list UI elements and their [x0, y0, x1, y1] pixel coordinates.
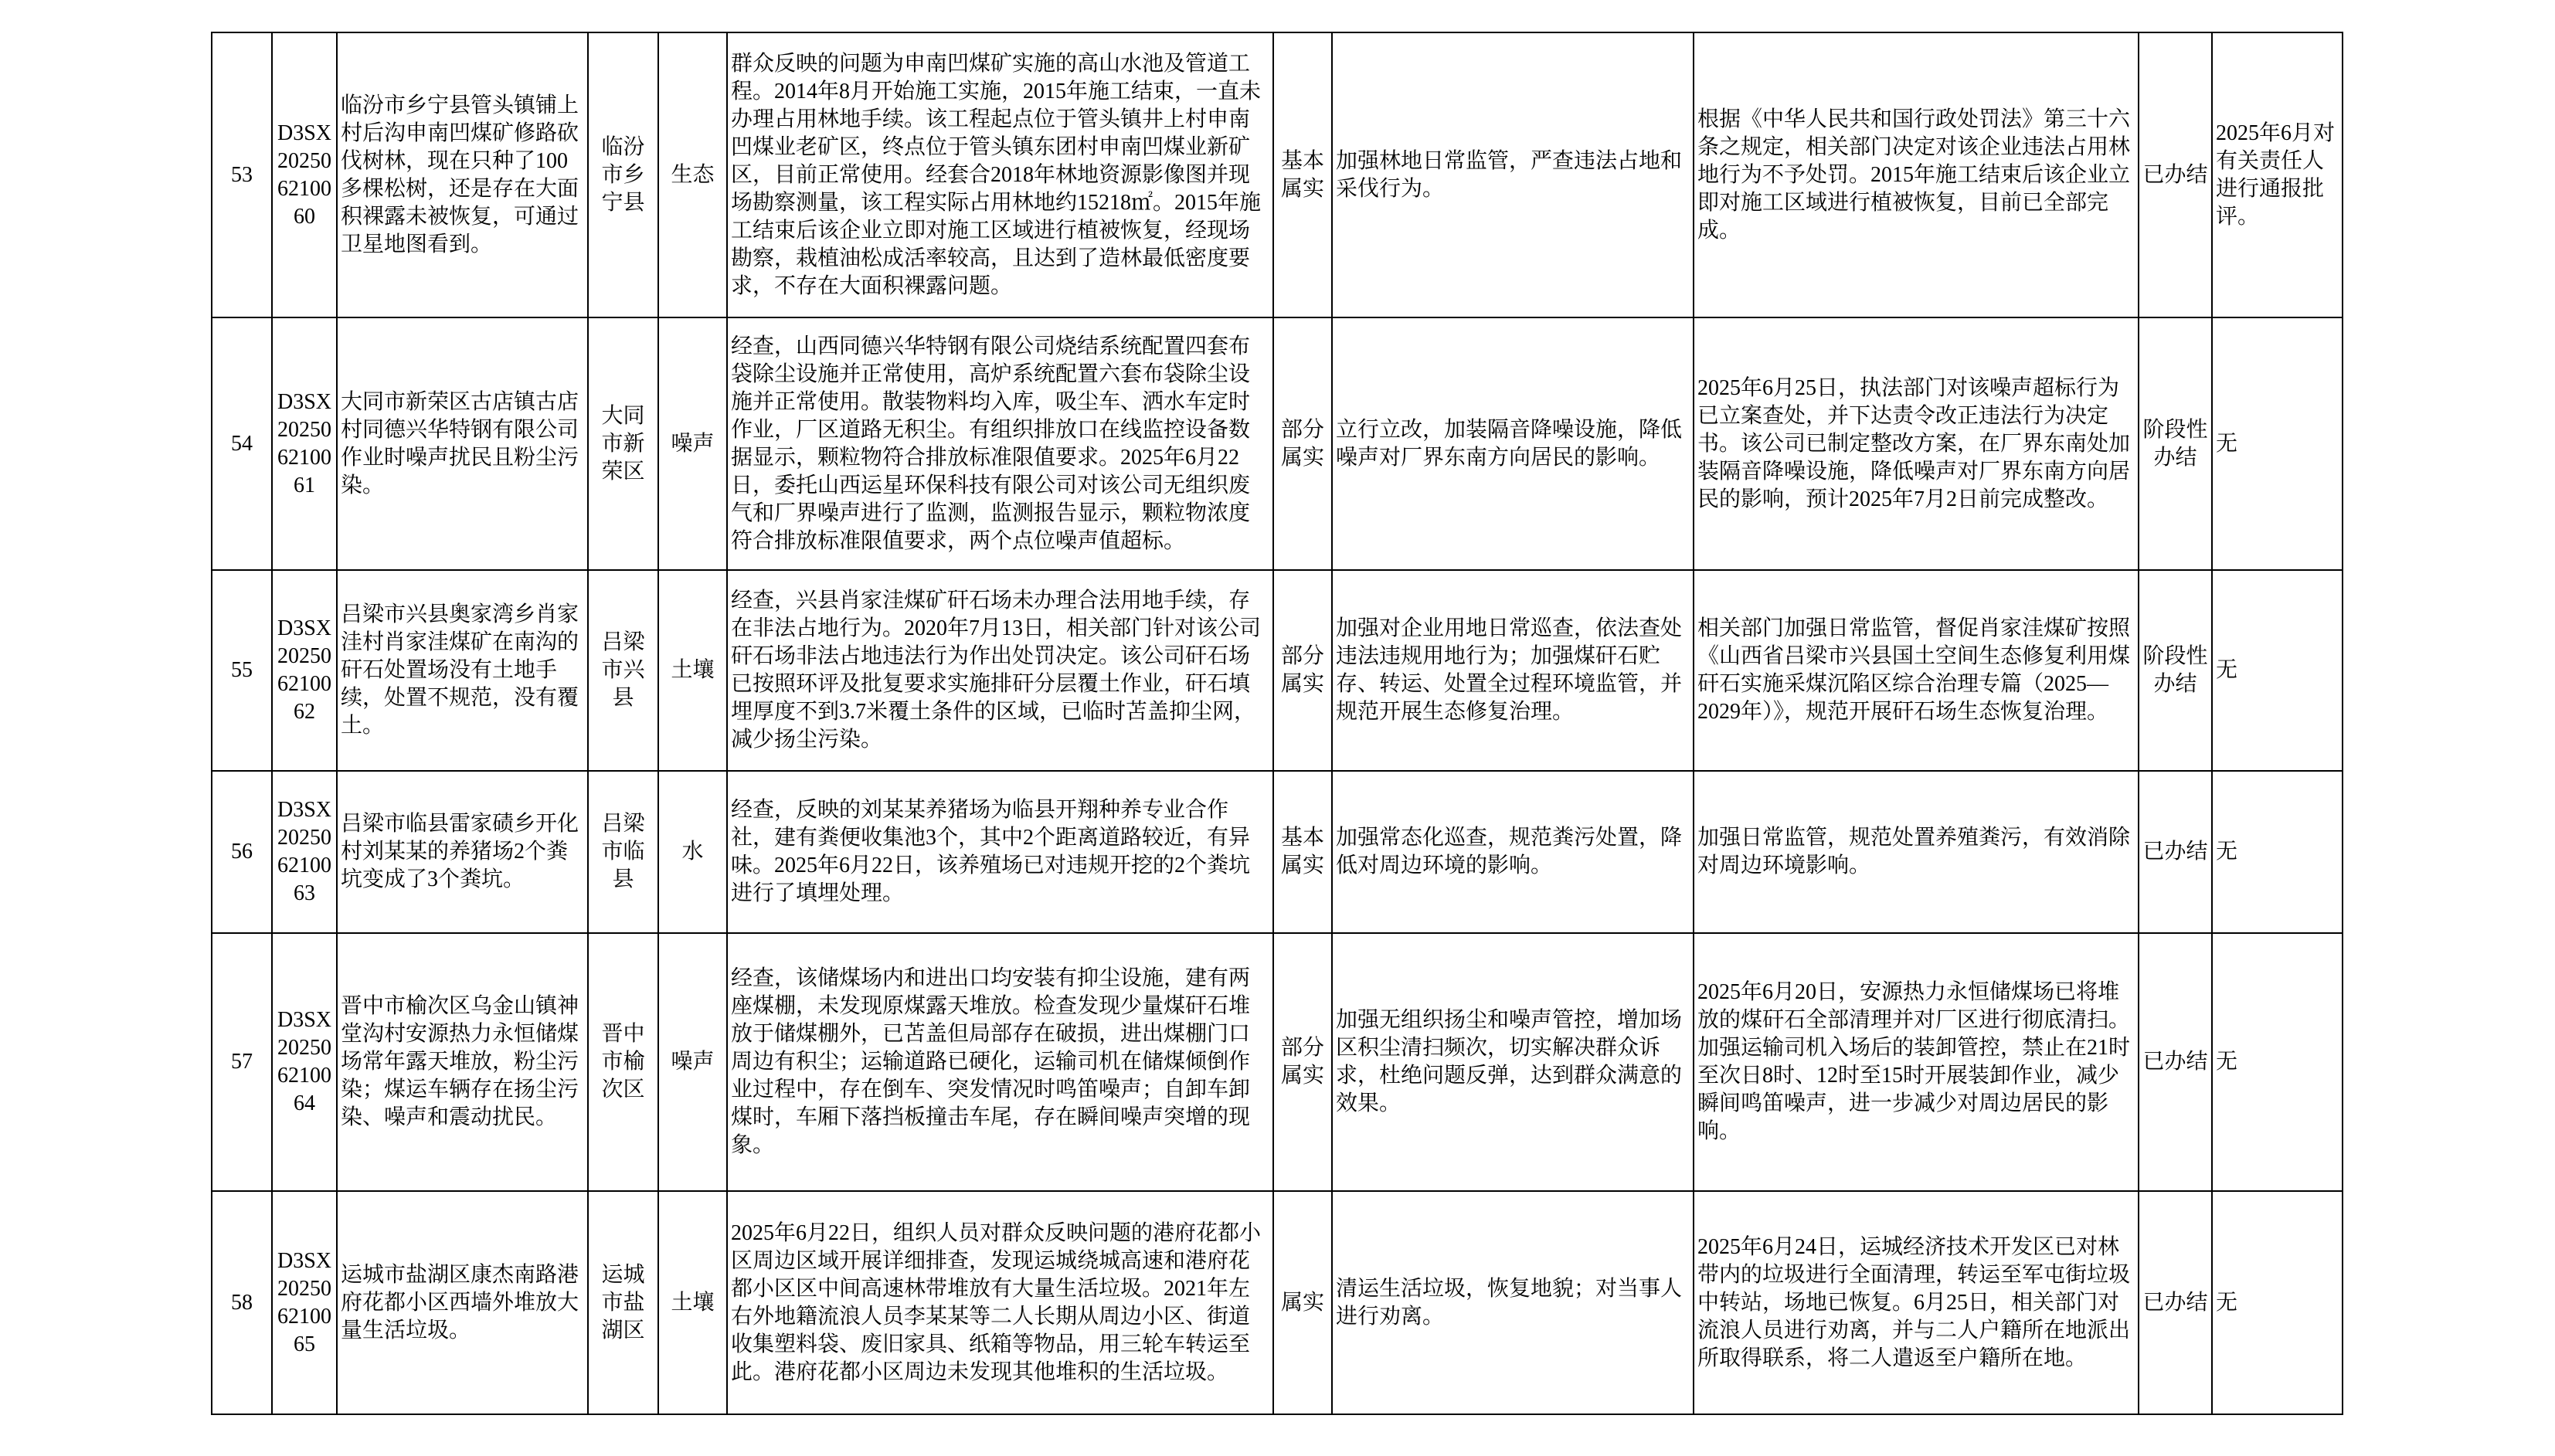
- case-id: D3SX202506210065: [273, 1192, 338, 1415]
- complaint-text: 吕梁市临县雷家碛乡开化村刘某某的养猪场2个粪坑变成了3个粪坑。: [338, 772, 589, 934]
- row-number: 55: [212, 571, 273, 772]
- location: 大同市新荣区: [589, 318, 659, 571]
- rectification-measure: 加强林地日常监管，严查违法占地和采伐行为。: [1333, 33, 1694, 318]
- handling-result: 2025年6月20日，安源热力永恒储煤场已将堆放的煤矸石全部清理并对厂区进行彻底清扫。加强运输司机入场后的装卸管控，禁止在21时至次日8时、12时至15时开展装卸作业，减少瞬间鸣笛噪声，进一步减少对周边居民的影响。: [1694, 934, 2139, 1192]
- handling-result: 加强日常监管，规范处置养殖粪污，有效消除对周边环境影响。: [1694, 772, 2139, 934]
- row-number: 53: [212, 33, 273, 318]
- pollution-type: 生态: [659, 33, 728, 318]
- completion-status: 已办结: [2139, 33, 2213, 318]
- investigation-result: 群众反映的问题为申南凹煤矿实施的高山水池及管道工程。2014年8月开始施工实施，2015年施工结束，一直未办理占用林地手续。该工程起点位于管头镇井上村申南凹煤业老矿区，终点位于管头镇东团村申南凹煤业新矿区，目前正常使用。经套合2018年林地资源影像图并现场勘察测量，该工程实际占用林地约15218㎡。2015年施工结束后该企业立即对施工区域进行植被恢复，经现场勘察，栽植油松成活率较高，且达到了造林最低密度要求，不存在大面积裸露问题。: [728, 33, 1274, 318]
- complaint-text: 大同市新荣区古店镇古店村同德兴华特钢有限公司作业时噪声扰民且粉尘污染。: [338, 318, 589, 571]
- accountability: 无: [2213, 1192, 2343, 1415]
- completion-status: 已办结: [2139, 1192, 2213, 1415]
- investigation-result: 经查，该储煤场内和进出口均安装有抑尘设施，建有两座煤棚，未发现原煤露天堆放。检查发现少量煤矸石堆放于储煤棚外，已苫盖但局部存在破损，进出煤棚门口周边有积尘；运输道路已硬化，运输司机在储煤倾倒作业过程中，存在倒车、突发情况时鸣笛噪声；自卸车卸煤时，车厢下落挡板撞击车尾，存在瞬间噪声突增的现象。: [728, 934, 1274, 1192]
- verdict: 部分属实: [1274, 571, 1333, 772]
- verdict: 部分属实: [1274, 934, 1333, 1192]
- case-id: D3SX202506210064: [273, 934, 338, 1192]
- rectification-measure: 立行立改，加装隔音降噪设施，降低噪声对厂界东南方向居民的影响。: [1333, 318, 1694, 571]
- accountability: 无: [2213, 934, 2343, 1192]
- pollution-type: 土壤: [659, 571, 728, 772]
- pollution-type: 噪声: [659, 934, 728, 1192]
- complaint-text: 晋中市榆次区乌金山镇神堂沟村安源热力永恒储煤场常年露天堆放，粉尘污染；煤运车辆存在扬尘污染、噪声和震动扰民。: [338, 934, 589, 1192]
- completion-status: 已办结: [2139, 772, 2213, 934]
- rectification-measure: 加强无组织扬尘和噪声管控，增加场区积尘清扫频次，切实解决群众诉求，杜绝问题反弹，达到群众满意的效果。: [1333, 934, 1694, 1192]
- investigation-result: 经查，山西同德兴华特钢有限公司烧结系统配置四套布袋除尘设施并正常使用，高炉系统配置六套布袋除尘设施并正常使用。散装物料均入库，吸尘车、洒水车定时作业，厂区道路无积尘。有组织排放口在线监控设备数据显示，颗粒物符合排放标准限值要求。2025年6月22日，委托山西运星环保科技有限公司对该公司无组织废气和厂界噪声进行了监测，监测报告显示，颗粒物浓度符合排放标准限值要求，两个点位噪声值超标。: [728, 318, 1274, 571]
- case-table: [211, 32, 2343, 1415]
- completion-status: 阶段性办结: [2139, 571, 2213, 772]
- pollution-type: 土壤: [659, 1192, 728, 1415]
- completion-status: 已办结: [2139, 934, 2213, 1192]
- case-id: D3SX202506210062: [273, 571, 338, 772]
- row-number: 56: [212, 772, 273, 934]
- location: 吕梁市临县: [589, 772, 659, 934]
- rectification-measure: 清运生活垃圾，恢复地貌；对当事人进行劝离。: [1333, 1192, 1694, 1415]
- case-id: D3SX202506210063: [273, 772, 338, 934]
- complaint-text: 运城市盐湖区康杰南路港府花都小区西墙外堆放大量生活垃圾。: [338, 1192, 589, 1415]
- complaint-text: 吕梁市兴县奥家湾乡肖家洼村肖家洼煤矿在南沟的矸石处置场没有土地手续，处置不规范，没有覆土。: [338, 571, 589, 772]
- investigation-result: 经查，兴县肖家洼煤矿矸石场未办理合法用地手续，存在非法占地行为。2020年7月13日，相关部门针对该公司矸石场非法占地违法行为作出处罚决定。该公司矸石场已按照环评及批复要求实施排矸分层覆土作业，矸石填埋厚度不到3.7米覆土条件的区域，已临时苫盖抑尘网，减少扬尘污染。: [728, 571, 1274, 772]
- case-id: D3SX202506210060: [273, 33, 338, 318]
- pollution-type: 噪声: [659, 318, 728, 571]
- row-number: 58: [212, 1192, 273, 1415]
- handling-result: 根据《中华人民共和国行政处罚法》第三十六条之规定，相关部门决定对该企业违法占用林地行为不予处罚。2015年施工结束后该企业立即对施工区域进行植被恢复，目前已全部完成。: [1694, 33, 2139, 318]
- accountability: 无: [2213, 772, 2343, 934]
- rectification-measure: 加强对企业用地日常巡查，依法查处违法违规用地行为；加强煤矸石贮存、转运、处置全过程环境监管，并规范开展生态修复治理。: [1333, 571, 1694, 772]
- accountability: 2025年6月对有关责任人进行通报批评。: [2213, 33, 2343, 318]
- investigation-result: 2025年6月22日，组织人员对群众反映问题的港府花都小区周边区域开展详细排查，发现运城绕城高速和港府花都小区区中间高速林带堆放有大量生活垃圾。2021年左右外地籍流浪人员李某某等二人长期从周边小区、街道收集塑料袋、废旧家具、纸箱等物品，用三轮车转运至此。港府花都小区周边未发现其他堆积的生活垃圾。: [728, 1192, 1274, 1415]
- verdict: 基本属实: [1274, 772, 1333, 934]
- location: 吕梁市兴县: [589, 571, 659, 772]
- case-id: D3SX202506210061: [273, 318, 338, 571]
- row-number: 54: [212, 318, 273, 571]
- accountability: 无: [2213, 571, 2343, 772]
- completion-status: 阶段性办结: [2139, 318, 2213, 571]
- investigation-result: 经查，反映的刘某某养猪场为临县开翔种养专业合作社，建有粪便收集池3个，其中2个距离道路较近，有异味。2025年6月22日，该养殖场已对违规开挖的2个粪坑进行了填埋处理。: [728, 772, 1274, 934]
- location: 运城市盐湖区: [589, 1192, 659, 1415]
- location: 晋中市榆次区: [589, 934, 659, 1192]
- rectification-measure: 加强常态化巡查，规范粪污处置，降低对周边环境的影响。: [1333, 772, 1694, 934]
- verdict: 基本属实: [1274, 33, 1333, 318]
- verdict: 属实: [1274, 1192, 1333, 1415]
- complaint-text: 临汾市乡宁县管头镇铺上村后沟申南凹煤矿修路砍伐树林，现在只种了100多棵松树，还是存在大面积裸露未被恢复，可通过卫星地图看到。: [338, 33, 589, 318]
- handling-result: 相关部门加强日常监管，督促肖家洼煤矿按照《山西省吕梁市兴县国土空间生态修复利用煤矸石实施采煤沉陷区综合治理专篇（2025—2029年）》，规范开展矸石场生态恢复治理。: [1694, 571, 2139, 772]
- location: 临汾市乡宁县: [589, 33, 659, 318]
- handling-result: 2025年6月25日，执法部门对该噪声超标行为已立案查处，并下达责令改正违法行为决定书。该公司已制定整改方案，在厂界东南处加装隔音降噪设施，降低噪声对厂界东南方向居民的影响，预计2025年7月2日前完成整改。: [1694, 318, 2139, 571]
- handling-result: 2025年6月24日，运城经济技术开发区已对林带内的垃圾进行全面清理，转运至军屯街垃圾中转站，场地已恢复。6月25日，相关部门对流浪人员进行劝离，并与二人户籍所在地派出所取得联系，将二人遣返至户籍所在地。: [1694, 1192, 2139, 1415]
- row-number: 57: [212, 934, 273, 1192]
- verdict: 部分属实: [1274, 318, 1333, 571]
- pollution-type: 水: [659, 772, 728, 934]
- accountability: 无: [2213, 318, 2343, 571]
